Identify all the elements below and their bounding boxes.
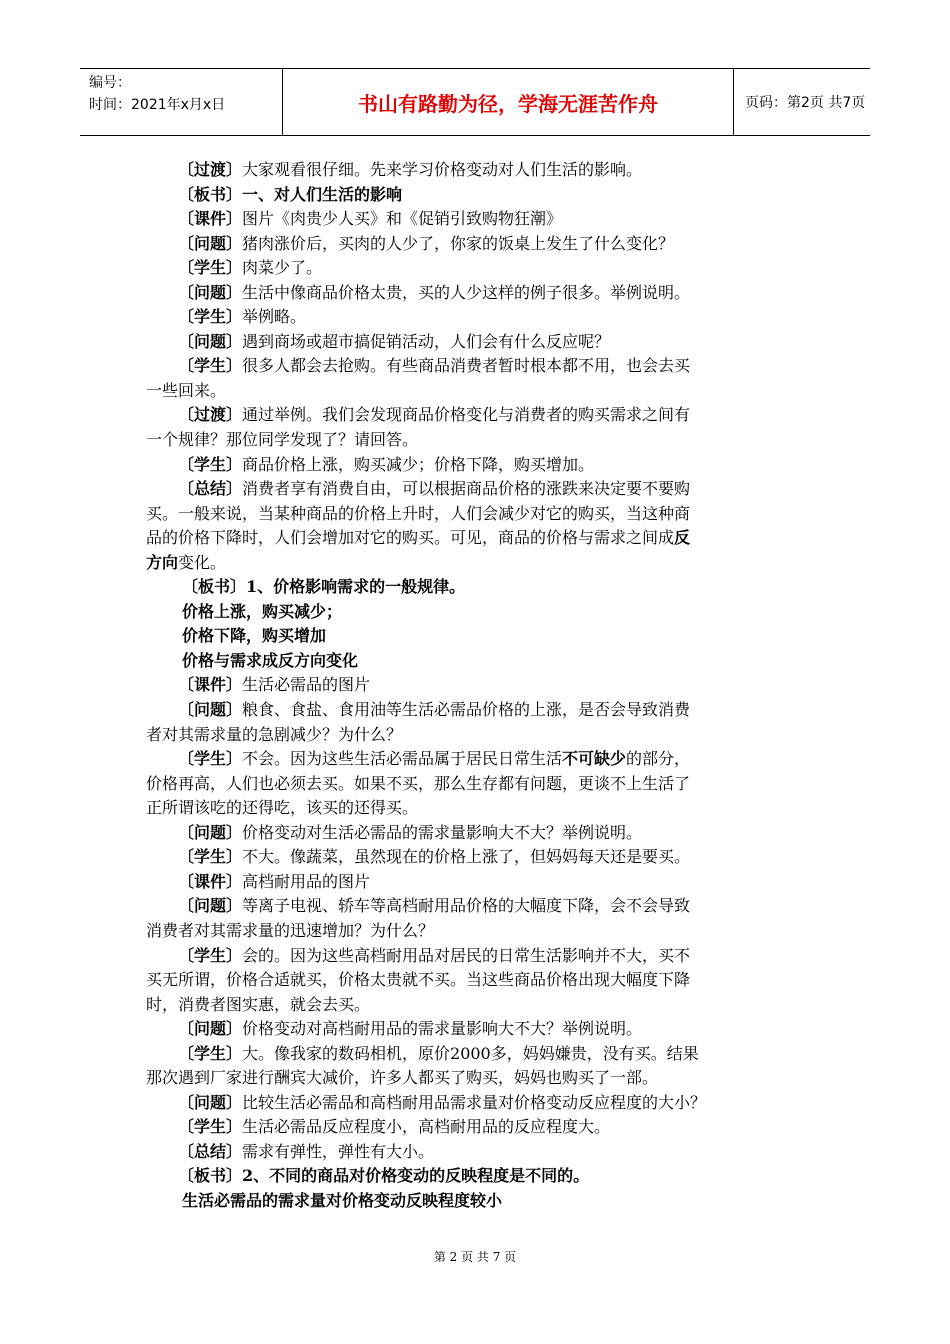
body-line [146, 1017, 806, 1042]
line-text: 举例略。 [242, 307, 307, 327]
board-line: 价格上涨，购买减少； [182, 601, 343, 621]
body-line [146, 1115, 806, 1140]
line-text: 生活必需品反应程度小，高档耐用品的反应程度大。 [242, 1117, 611, 1137]
header-page-cell [734, 69, 870, 135]
line-text: 不大。像蔬菜，虽然现在的价格上涨了，但妈妈每天还是要买。 [242, 847, 691, 867]
body-line [146, 305, 806, 330]
line-label: 〔课件〕 [178, 675, 243, 695]
emphasis-text: 方向 [146, 552, 179, 572]
board-line: 价格下降，购买增加 [182, 626, 327, 646]
line-text: 买无所谓，价格合适就买，价格太贵就不买。当这些商品价格出现大幅度下降 [146, 970, 691, 990]
body-line [146, 649, 806, 674]
line-label: 〔过渡〕 [178, 405, 243, 425]
body-line [146, 453, 806, 478]
line-text: 的部分， [626, 749, 691, 769]
line-label: 〔学生〕 [178, 356, 243, 376]
line-label: 〔问题〕 [178, 282, 243, 302]
body-line [146, 477, 806, 502]
line-label: 〔问题〕 [178, 1019, 243, 1039]
body-line [146, 624, 806, 649]
emphasis-text: 不可缺少 [562, 749, 627, 769]
line-label: 〔问题〕 [178, 896, 243, 916]
body-line [146, 796, 806, 821]
board-line: 〔板书〕1、价格影响需求的一般规律。 [182, 577, 466, 597]
line-label: 〔学生〕 [178, 454, 243, 474]
line-label: 〔课件〕 [178, 209, 243, 229]
line-text: 肉菜少了。 [242, 258, 323, 278]
line-text: 生活中像商品价格太贵，买的人少这样的例子很多。举例说明。 [242, 282, 691, 302]
footer-page-number: 第 2 页 共 7 页 [433, 1250, 517, 1264]
header-motto-cell [283, 69, 734, 135]
body-line [146, 232, 806, 257]
body-line [146, 845, 806, 870]
line-text: 很多人都会去抢购。有些商品消费者暂时根本都不用，也会去买 [242, 356, 691, 376]
line-label: 〔问题〕 [178, 1092, 243, 1112]
body-line [146, 747, 806, 772]
body-line [146, 723, 806, 748]
line-text: 遇到商场或超市搞促销活动，人们会有什么反应呢？ [242, 331, 611, 351]
line-label: 〔学生〕 [178, 1117, 243, 1137]
body-line [146, 207, 806, 232]
board-line: 〔板书〕2、不同的商品对价格变动的反映程度是不同的。 [178, 1166, 590, 1186]
header-motto: 书山有路勤为径，学海无涯苦作舟 [358, 91, 658, 116]
body-line [146, 698, 806, 723]
body-line [146, 379, 806, 404]
body-line [146, 772, 806, 797]
body-line [146, 870, 806, 895]
line-label: 〔学生〕 [178, 258, 243, 278]
line-label: 〔总结〕 [178, 1141, 243, 1161]
body-line [146, 575, 806, 600]
body-line [146, 919, 806, 944]
line-text: 猪肉涨价后，买肉的人少了，你家的饭桌上发生了什么变化？ [242, 233, 675, 253]
line-label: 〔学生〕 [178, 749, 243, 769]
line-text: 等离子电视、轿车等高档耐用品价格的大幅度下降，会不会导致 [242, 896, 691, 916]
line-text: 消费者对其需求量的迅速增加？为什么？ [146, 920, 435, 940]
line-text: 一些回来。 [146, 380, 227, 400]
body-line [146, 428, 806, 453]
body-line [146, 354, 806, 379]
line-label: 〔问题〕 [178, 233, 243, 253]
line-text: 那次遇到厂家进行酬宾大减价，许多人都买了购买，妈妈也购买了一部。 [146, 1068, 659, 1088]
line-text: 图片《肉贵少人买》和《促销引致购物狂潮》 [242, 209, 563, 229]
document-number: 编号： [89, 75, 131, 91]
line-text: 价格变动对高档耐用品的需求量影响大不大？举例说明。 [242, 1019, 643, 1039]
line-text: 正所谓该吃的还得吃，该买的还得买。 [146, 798, 419, 818]
header-page-number: 页码：第2页 共7页 [745, 95, 866, 111]
line-label: 〔过渡〕 [178, 160, 243, 179]
body-line [146, 673, 806, 698]
body-line [146, 1066, 806, 1091]
emphasis-text: 反 [674, 528, 691, 548]
body-line [146, 158, 806, 183]
board-line: 价格与需求成反方向变化 [182, 650, 359, 670]
line-text: 粮食、食盐、食用油等生活必需品价格的上涨，是否会导致消费 [242, 700, 691, 720]
line-text: 价格再高，人们也必须去买。如果不买，那么生存都有问题，更谈不上生活了 [146, 773, 691, 793]
line-text: 商品价格上涨，购买减少；价格下降，购买增加。 [242, 454, 595, 474]
line-text: 大。像我家的数码相机，原价2000多，妈妈嫌贵，没有买。结果 [242, 1043, 699, 1063]
line-text: 比较生活必需品和高档耐用品需求量对价格变动反应程度的大小？ [242, 1092, 707, 1112]
body-line [146, 183, 806, 208]
line-label: 〔学生〕 [178, 945, 243, 965]
line-text: 者对其需求量的急剧减少？为什么？ [146, 724, 403, 744]
line-label: 〔学生〕 [178, 847, 243, 867]
body-line [146, 894, 806, 919]
line-text: 高档耐用品的图片 [242, 871, 371, 891]
document-date: 时间：2021年x月x日 [89, 97, 226, 113]
body-line [146, 330, 806, 355]
body-line [146, 551, 806, 576]
line-text: 需求有弹性，弹性有大小。 [242, 1141, 435, 1161]
body-line [146, 968, 806, 993]
document-body [146, 158, 806, 1214]
body-line [146, 1140, 806, 1165]
line-label: 〔问题〕 [178, 331, 243, 351]
line-text: 不会。因为这些生活必需品属于居民日常生活 [242, 749, 563, 769]
body-line [146, 256, 806, 281]
line-text: 品的价格下降时，人们会增加对它的购买。可见，商品的价格与需求之间成 [146, 528, 675, 548]
line-label: 〔学生〕 [178, 1043, 243, 1063]
header-info-cell [80, 69, 283, 135]
body-line [146, 993, 806, 1018]
page-header [80, 68, 870, 136]
body-line [146, 1042, 806, 1067]
line-text: 消费者享有消费自由，可以根据商品价格的涨跌来决定要不要购 [242, 479, 691, 499]
body-line [146, 1164, 806, 1189]
body-line [146, 526, 806, 551]
line-label: 〔问题〕 [178, 700, 243, 720]
line-text: 通过举例。我们会发现商品价格变化与消费者的购买需求之间有 [242, 405, 691, 425]
body-line [146, 944, 806, 969]
body-line [146, 821, 806, 846]
line-text: 会的。因为这些高档耐用品对居民的日常生活影响并不大，买不 [242, 945, 691, 965]
page-footer [0, 1248, 950, 1265]
body-line [146, 1091, 806, 1116]
body-line [146, 403, 806, 428]
body-line [146, 281, 806, 306]
line-text: 大家观看很仔细。先来学习价格变动对人们生活的影响。 [242, 160, 643, 179]
line-text: 变化。 [178, 552, 227, 572]
line-label: 〔学生〕 [178, 307, 243, 327]
body-line [146, 502, 806, 527]
line-text: 买。一般来说，当某种商品的价格上升时，人们会减少对它的购买，当这种商 [146, 503, 691, 523]
line-text: 价格变动对生活必需品的需求量影响大不大？举例说明。 [242, 822, 643, 842]
line-label: 〔总结〕 [178, 479, 243, 499]
line-text: 一个规律？那位同学发现了？请回答。 [146, 430, 419, 450]
line-label: 〔课件〕 [178, 871, 243, 891]
line-label: 〔问题〕 [178, 822, 243, 842]
board-heading: 一、对人们生活的影响 [242, 184, 403, 204]
line-text: 时，消费者图实惠，就会去买。 [146, 994, 371, 1014]
line-text: 生活必需品的图片 [242, 675, 371, 695]
body-line [146, 1189, 806, 1214]
board-line: 生活必需品的需求量对价格变动反映程度较小 [182, 1190, 503, 1210]
line-label: 〔板书〕 [178, 184, 243, 204]
body-line [146, 600, 806, 625]
